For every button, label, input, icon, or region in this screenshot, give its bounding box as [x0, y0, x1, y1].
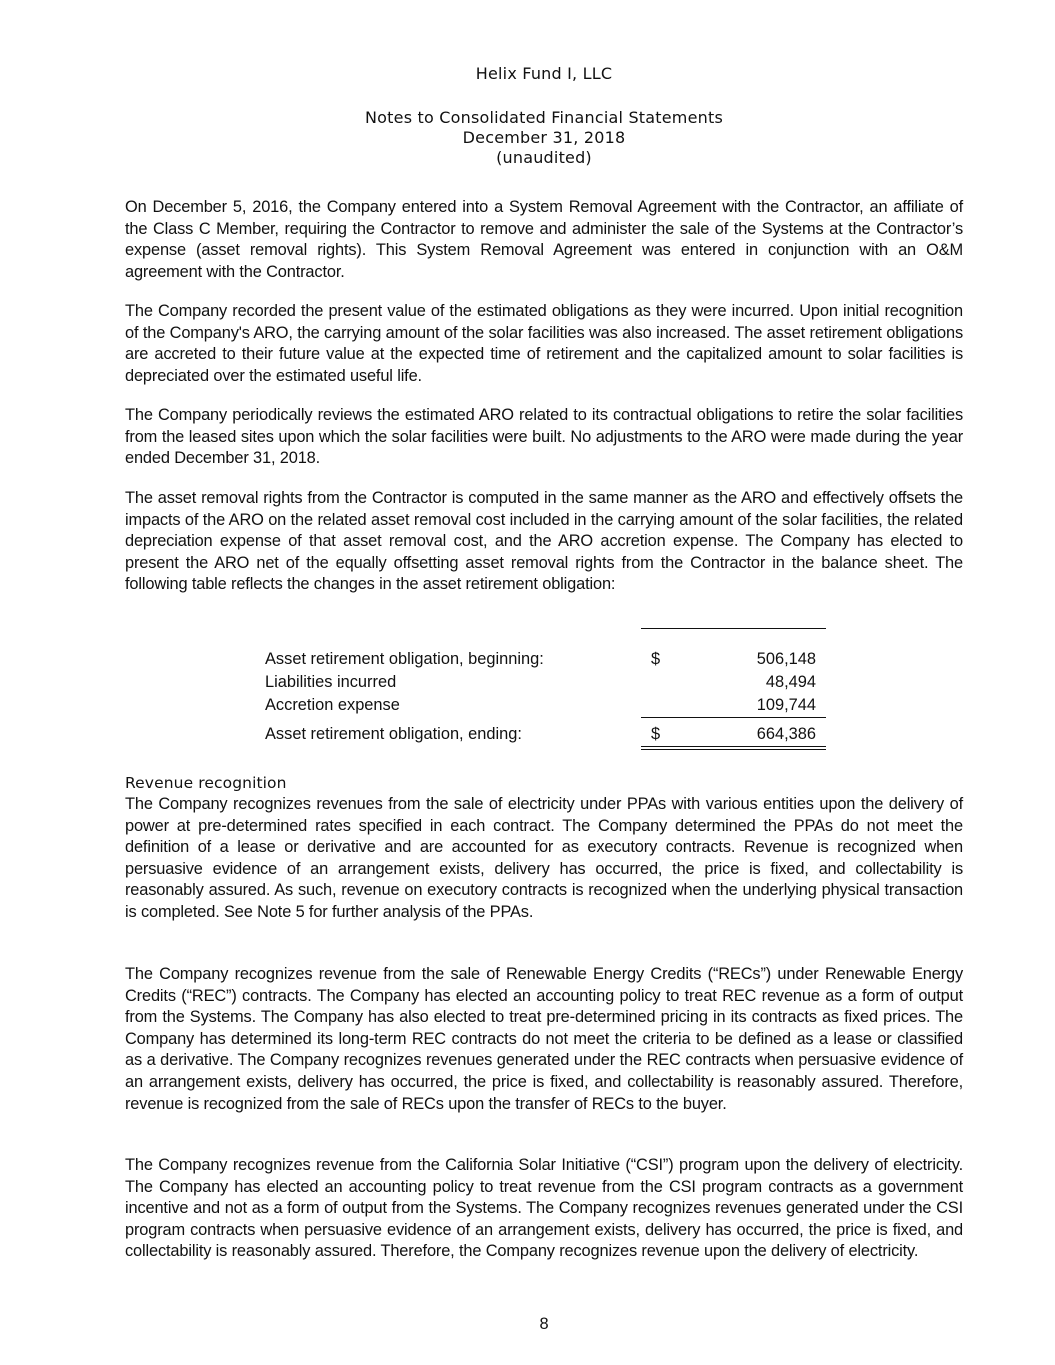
table-total-row: [265, 723, 830, 746]
row-amount: 506,148: [756, 650, 816, 668]
paragraph-csi-revenue: The Company recognizes revenue from the California Solar Initiative (“CSI”) program upon the delivery of electricity. The Company has elected an accounting policy to treat revenue from the CSI program contracts as a government incentive and not as a form of output from the Systems. The Company recognizes revenues generated under the CSI program contracts when persuasive evidence of an arrangement exists, delivery has occurred, the price is fixed, and collectability is reasonably assured. Therefore, the Company recognizes revenue upon the delivery of electricity.: [125, 1156, 963, 1261]
paragraph-rec-revenue: The Company recognizes revenue from the sale of Renewable Energy Credits (“RECs”) under Renewable Energy Credits (“REC”) contracts. The Company has elected an accounting policy to treat REC revenue as a form of output from the Systems. The Company has also elected to treat pre-determined pricing in its contracts as fixed prices. The Company has determined its long-term REC contracts do not meet the criteria to be defined as a lease or classified as a derivative. The Company recognizes revenues generated under the REC contracts when persuasive evidence of an arrangement exists, delivery has occurred, the price is fixed, and collectability is reasonably assured. Therefore, revenue is recognized from the sale of RECs upon the transfer of RECs to the buyer.: [125, 965, 963, 1113]
paragraph-aro-review: The Company periodically reviews the estimated ARO related to its contractual obligations to retire the solar facilities from the leased sites upon which the solar facilities were built. No adjustments to the ARO were made during the year ended December 31, 2018.: [125, 406, 963, 468]
company-name: Helix Fund I, LLC: [475, 64, 613, 83]
document-title: Notes to Consolidated Financial Statements: [365, 108, 723, 127]
row-amount: 109,744: [756, 696, 816, 714]
subtotal-rule: [641, 717, 826, 718]
row-label: Liabilities incurred: [265, 673, 397, 691]
table-row: [265, 694, 830, 717]
table-row: [265, 648, 830, 671]
row-label: Asset retirement obligation, beginning:: [265, 650, 544, 668]
paragraph-ppa-revenue: The Company recognizes revenues from the sale of electricity under PPAs with various entities upon the delivery of power at pre-determined rates specified in each contract. The Company determined the PPAs do not meet the definition of a lease or derivative and are accounted for as executory contracts. Revenue is recognized when persuasive evidence of an arrangement exists, delivery has occurred, the price is fixed, and collectability is reasonably assured. As such, revenue on executory contracts is recognized when the underlying physical transaction is completed. See Note 5 for further analysis of the PPAs.: [125, 795, 963, 921]
table-row: [265, 671, 830, 694]
paragraph-system-removal-agreement: On December 5, 2016, the Company entered into a System Removal Agreement with the Contractor, an affiliate of the Class C Member, requiring the Contractor to remove and administer the sale of the Systems at the Contractor’s expense (asset removal rights). This System Removal Agreement was entered in conjunction with an O&M agreement with the Contractor.: [125, 198, 963, 281]
statement-date: December 31, 2018: [462, 128, 626, 147]
row-amount: 48,494: [765, 673, 816, 691]
row-label: Accretion expense: [265, 696, 400, 714]
section-heading-revenue-recognition: Revenue recognition: [125, 774, 287, 792]
total-double-rule: [641, 746, 826, 750]
row-amount: 664,386: [756, 725, 816, 743]
paragraph-aro-recognition: The Company recorded the present value of the estimated obligations as they were incurred. Upon initial recognition of the Company's ARO, the carrying amount of the solar facilities was also increased. The asset retirement obligations are accreted to their future value at the expected time of retirement and the capitalized amount to solar facilities is depreciated over the estimated useful life.: [125, 302, 963, 385]
currency-symbol: $: [651, 650, 661, 668]
audit-status: (unaudited): [496, 148, 592, 167]
header-subtitle: [125, 108, 963, 168]
row-label: Asset retirement obligation, ending:: [265, 725, 522, 743]
page-number: 8: [539, 1315, 549, 1333]
paragraph-asset-removal-rights: The asset removal rights from the Contractor is computed in the same manner as the ARO and effectively offsets the impacts of the ARO on the related asset removal cost included in the carrying amount of the solar facilities, the related depreciation expense of that asset removal cost, and the ARO accretion expense. The Company has elected to present the ARO net of the equally offsetting asset removal rights from the Contractor in the balance sheet. The following table reflects the changes in the asset retirement obligation:: [125, 489, 963, 594]
currency-symbol: $: [651, 725, 661, 743]
table-top-rule: [641, 628, 826, 629]
